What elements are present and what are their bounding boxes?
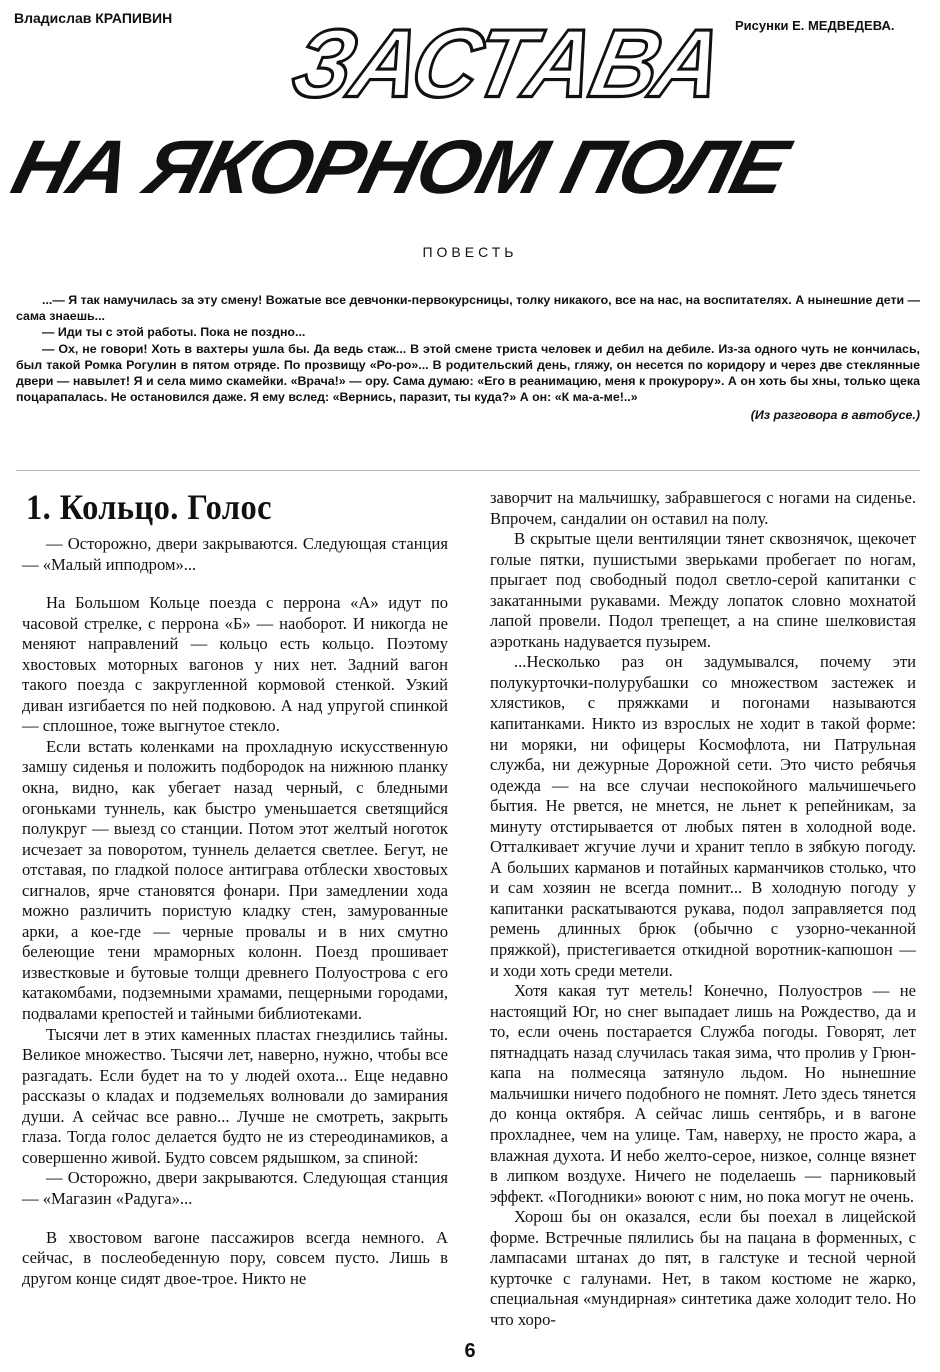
epigraph xyxy=(16,292,920,424)
epigraph-line: — Ох, не говори! Хоть в вахтеры ушла бы. Да ведь стаж... В этой смене триста человек и дебил на дебиле. Из-за одного чуть не кончилась, был такой Ромка Рогулин в пятом отряде. По прозвищу «Ро-ро»... В родительский день, гляжу, он несется по коридору и через две стеклянные двери — навылет! Я и села мимо скамейки. «Врача!» — ору. Сама думаю: «Его в реанимацию, меня к прокурору». А он хоть бы хны, только щека поцарапалась. Не остановился даже. Я ему вслед: «Вернись, паразит, ты куда?» А он: «К ма-а-ме!..» xyxy=(16,341,920,405)
author-name: Владислав КРАПИВИН xyxy=(14,10,173,26)
title-line-1: ЗАСТАВА xyxy=(283,10,732,118)
epigraph-line: ...— Я так намучилась за эту смену! Вожатые все девчонки-первокурсницы, толку никакого, все на нас, на воспитателях. А нынешние дети — сама знаешь... xyxy=(16,293,920,324)
paragraph: ...Несколько раз он задумывался, почему эти полукурточки-полурубашки со множеством застежек и хлястиков, с пряжками и погонами называются капитанками. Никто из взрослых не ходит в такой форме: ни моряки, ни офицеры Космофлота, ни Патрульная служба, ни дежурные Дорожной сети. Это чисто ребячья одежда — на все случаи неспокойного мальчишечьего бытия. Не рвется, не мнется, не льнет к репейникам, за минуту отстирывается от любых пятен в холодной воде. Отталкивает жгучие лучи и хранит тепло в зябкую погоду. А больших карманов и потайных карманчиков столько, что и сам хозяин не всегда помнит... В холодную погоду у капитанки раскатываются рукава, подол заправляется под ремень длинных брюк (обычно с узорно-чеканной пряжкой), пристегивается откидной воротник-капюшон — и ходи хоть среди метели. xyxy=(490,652,916,980)
paragraph: — Осторожно, двери закрываются. Следующая станция — «Малый ипподром»... xyxy=(22,534,448,574)
illustrator-credit: Рисунки Е. МЕДВЕДЕВА. xyxy=(735,18,895,33)
chapter-heading: 1. Кольцо. Голос xyxy=(26,487,272,527)
paragraph: Хорош бы он оказался, если бы поехал в лицейской форме. Встречные пялились бы на пацана в форменных, с лампасами штанах до пят, в галстуке и тесной черной курточке с галунами. Нет, в таком костюме не жарко, специальная «мундирная» синтетика даже холодит тело. Но что хоро- xyxy=(490,1207,916,1329)
divider xyxy=(16,470,920,471)
paragraph: Если встать коленками на прохладную искусственную замшу сиденья и положить подбородок на нижнюю планку окна, видно, как убегает назад черный, с бледными огоньками туннель, как быстро уменьшается светящийся полукруг — выезд со станции. Потом этот желтый ноготок исчезает за поворотом, туннель делается светлее. Бегут, не отставая, по гладкой полосе антиграва отблески хвостовых сигналов, ярче становятся фонари. При замедлении хода можно различить пористую кладку стен, замурованные арки, а кое-где — черные провалы и в них смутно белеющие тени мраморных колонн. Поезд прошивает известковые и бутовые толщи древнего Полуострова с его катакомбами, подземными храмами, пещерными городами, подвалами крепостей и тайными библиотеками. xyxy=(22,736,448,1024)
epigraph-source: (Из разговора в автобусе.) xyxy=(750,408,920,423)
paragraph: заворчит на мальчишку, забравшегося с ногами на сиденье. Впрочем, сандалии он оставил на полу. xyxy=(490,488,916,528)
paragraph: В скрытые щели вентиляции тянет сквознячок, щекочет голые пятки, пушистыми зверьками пробегает по ногам, прыгает под свободный подол светло-серой капитанки с закатанными рукавами. Между лопаток словно мохнатой лапой провели. Подол трепещет, а на спине шелковистая аэроткань надувается пузырем. xyxy=(490,529,916,651)
paragraph: — Осторожно, двери закрываются. Следующая станция — «Магазин «Радуга»... xyxy=(22,1168,448,1208)
epigraph-line: — Иди ты с этой работы. Пока не поздно... xyxy=(42,325,306,340)
left-column xyxy=(22,534,448,1289)
paragraph: В хвостовом вагоне пассажиров всегда немного. А сейчас, в послеобеденную пору, совсем пусто. Лишь в другом конце сидят двое-трое. Никто не xyxy=(22,1227,448,1288)
title-line-2: НА ЯКОРНОМ ПОЛЕ xyxy=(4,125,795,210)
paragraph: Тысячи лет в этих каменных пластах гнездились тайны. Великое множество. Тысячи лет, наверно, нужно, чтобы все разгадать. Если будет на то у людей охота... Еще недавно рассказы о кладах и подземельях волновали до замирания души. А сейчас все равно... Лучше не смотреть, закрыть глаза. Тогда голос делается будто не из стереодинамиков, а совершенно живой. Будто совсем рядышком, за спиной: xyxy=(22,1024,448,1167)
paragraph: Хотя какая тут метель! Конечно, Полуостров — не настоящий Юг, но снег выпадает лишь на Рождество, да и то, если очень постарается Служба погоды. Говорят, лет пятнадцать назад случилась такая зима, что пролив у Грюн-капа на полмесяца затянуло льдом. Но нынешние мальчишки ничего подобного не помнят. Лето здесь тянется до конца октября. А сейчас лишь сентябрь, и в вагоне прохладнее, чем на улице. Там, наверху, не просто жара, а влажная духота. И небо желто-серое, низкое, солнце вязнет в липком воздухе. Ничего не поделаешь — парниковый эффект. «Погодники» воюют с ним, но пока могут не очень. xyxy=(490,981,916,1206)
paragraph: На Большом Кольце поезда с перрона «А» идут по часовой стрелке, с перрона «Б» — наоборот. И никогда не меняют направлений — кольцо есть кольцо. Поэтому хвостовых моторных вагонов у них нет. Задний вагон такого поезда с закругленной кормовой стенкой. Узкий диван изгибается по ней подковою. А над упругой спинкой — сплошное, тоже выгнутое стекло. xyxy=(22,593,448,736)
genre-label: ПОВЕСТЬ xyxy=(422,244,518,260)
page-number: 6 xyxy=(464,1340,476,1362)
right-column xyxy=(490,488,916,1330)
